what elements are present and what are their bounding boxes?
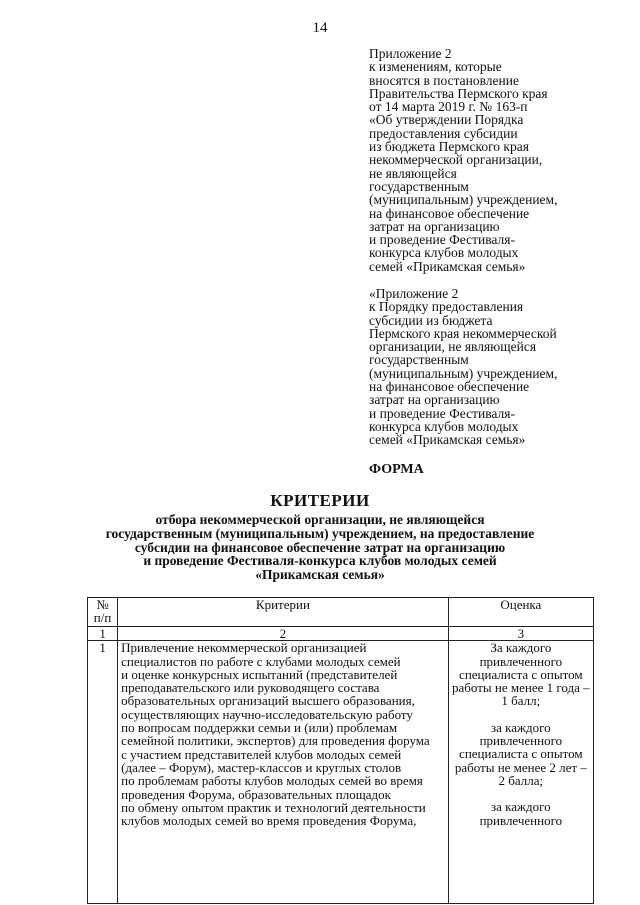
table-header-row [88,598,594,627]
page-number: 14 [312,20,328,36]
appendix-line: некоммерческой организации, [369,152,543,168]
appendix-line: субсидии из бюджета [369,312,493,328]
criteria-line: по проблемам работы клубов молодых семей во время [121,773,423,789]
score-line: специалиста с опытом [459,666,583,682]
document-subtitle [0,513,640,582]
appendix-line: «Об утверждении Порядка [369,112,524,128]
score-gap [452,708,590,721]
appendix-line: конкурса клубов молодых [369,418,519,434]
appendix-line: (муниципальным) учреждением, [369,365,558,381]
appendix-line: конкурса клубов молодых [369,245,519,261]
appendix-line: затрат на организацию [369,218,500,234]
score-line: специалиста с опытом [459,746,583,762]
appendix-line: государственным [369,178,469,194]
appendix-line: (муниципальным) учреждением, [369,192,558,208]
appendix-line: затрат на организацию [369,392,500,408]
appendix-line: из бюджета Пермского края [369,139,529,155]
appendix-line: «Приложение 2 [369,286,459,301]
subtitle-line: государственным (муниципальным) учреждением, на предоставление [105,525,535,541]
score-line: привлеченного [479,733,563,749]
score-line: за каждого [491,719,551,735]
criteria-table [87,597,594,904]
appendix-line: на финансовое обеспечение [369,379,530,395]
score-line: 2 балла; [498,772,544,788]
appendix-line: от 14 марта 2019 г. № 163-п [369,99,528,115]
appendix-line: к изменениям, которые [369,59,502,75]
appendix-line: вносятся в постановление [369,72,519,88]
criteria-line: семейной политики, экспертов) для проведения форума [121,733,430,749]
score-line: за каждого [491,799,551,815]
subtitle-line: и проведение Фестиваля-конкурса клубов молодых семей [143,553,497,569]
appendix-line: не являющейся [369,165,457,181]
criteria-line: по вопросам поддержки семьи и (или) проблемам [121,720,398,736]
score-line: работы не менее 2 лет – [454,759,587,775]
score-line: привлеченного [479,812,563,828]
criteria-line: преподавательского или руководящего состава [121,680,380,696]
criteria-line: и оценке конкурсных испытаний (представителей [121,666,398,682]
criteria-line: с участием представителей клубов молодых семей [121,746,402,762]
score-line: работы не менее 1 года – [452,680,590,696]
criteria-line: Привлечение некоммерческой организацией [121,640,367,656]
criteria-line: осуществляющих научно-исследовательскую работу [121,706,413,722]
document-title: КРИТЕРИИ [270,491,370,510]
appendix-line: организации, не являющейся [369,339,537,355]
appendix-line: и проведение Фестиваля- [369,232,515,248]
criteria-line: образовательных организаций высшего образования, [121,693,415,709]
appendix-line: семей «Прикамская семья» [369,258,526,274]
appendix-line: Пермского края некоммерческой [369,325,557,341]
appendix-line: на финансовое обеспечение [369,205,530,221]
appendix-line: Приложение 2 [369,46,452,61]
criteria-line: проведения Форума, образовательных площадок [121,786,391,802]
score-line: привлеченного [479,653,563,669]
row-number: 1 [88,641,118,904]
criteria-line: специалистов по работе с клубами молодых семей [121,653,401,669]
criteria-line: (далее – Форум), мастер-классов и круглых столов [121,759,402,775]
row-criteria [118,641,449,904]
index-cell-3: 3 [448,627,593,641]
score-line: За каждого [490,640,552,656]
table-row [88,641,594,904]
appendix-line: государственным [369,352,469,368]
header-score: Оценка [448,598,593,627]
criteria-line: по обмену опытом практик и технологий деятельности [121,799,426,815]
subtitle-line: субсидии на финансовое обеспечение затрат на организацию [134,539,506,555]
appendix-line: Правительства Пермского края [369,85,548,101]
appendix-procedure-block [369,287,619,447]
table-index-row [88,627,594,641]
index-cell-2: 2 [118,627,449,641]
score-line: 1 балл; [501,693,541,709]
appendix-line: и проведение Фестиваля- [369,405,515,421]
criteria-line: клубов молодых семей во время проведения Форума, [121,813,417,829]
appendix-amendment-block [369,47,619,273]
subtitle-line: отбора некоммерческой организации, не являющейся [155,512,485,527]
appendix-line: семей «Прикамская семья» [369,432,526,448]
row-score [448,641,593,904]
appendix-line: к Порядку предоставления [369,299,524,315]
form-label: ФОРМА [369,462,424,477]
header-number: № п/п [88,598,118,627]
subtitle-line: «Прикамская семья» [255,567,385,583]
appendix-line: предоставления субсидии [369,125,518,141]
header-criteria: Критерии [118,598,449,627]
index-cell-1: 1 [88,627,118,641]
